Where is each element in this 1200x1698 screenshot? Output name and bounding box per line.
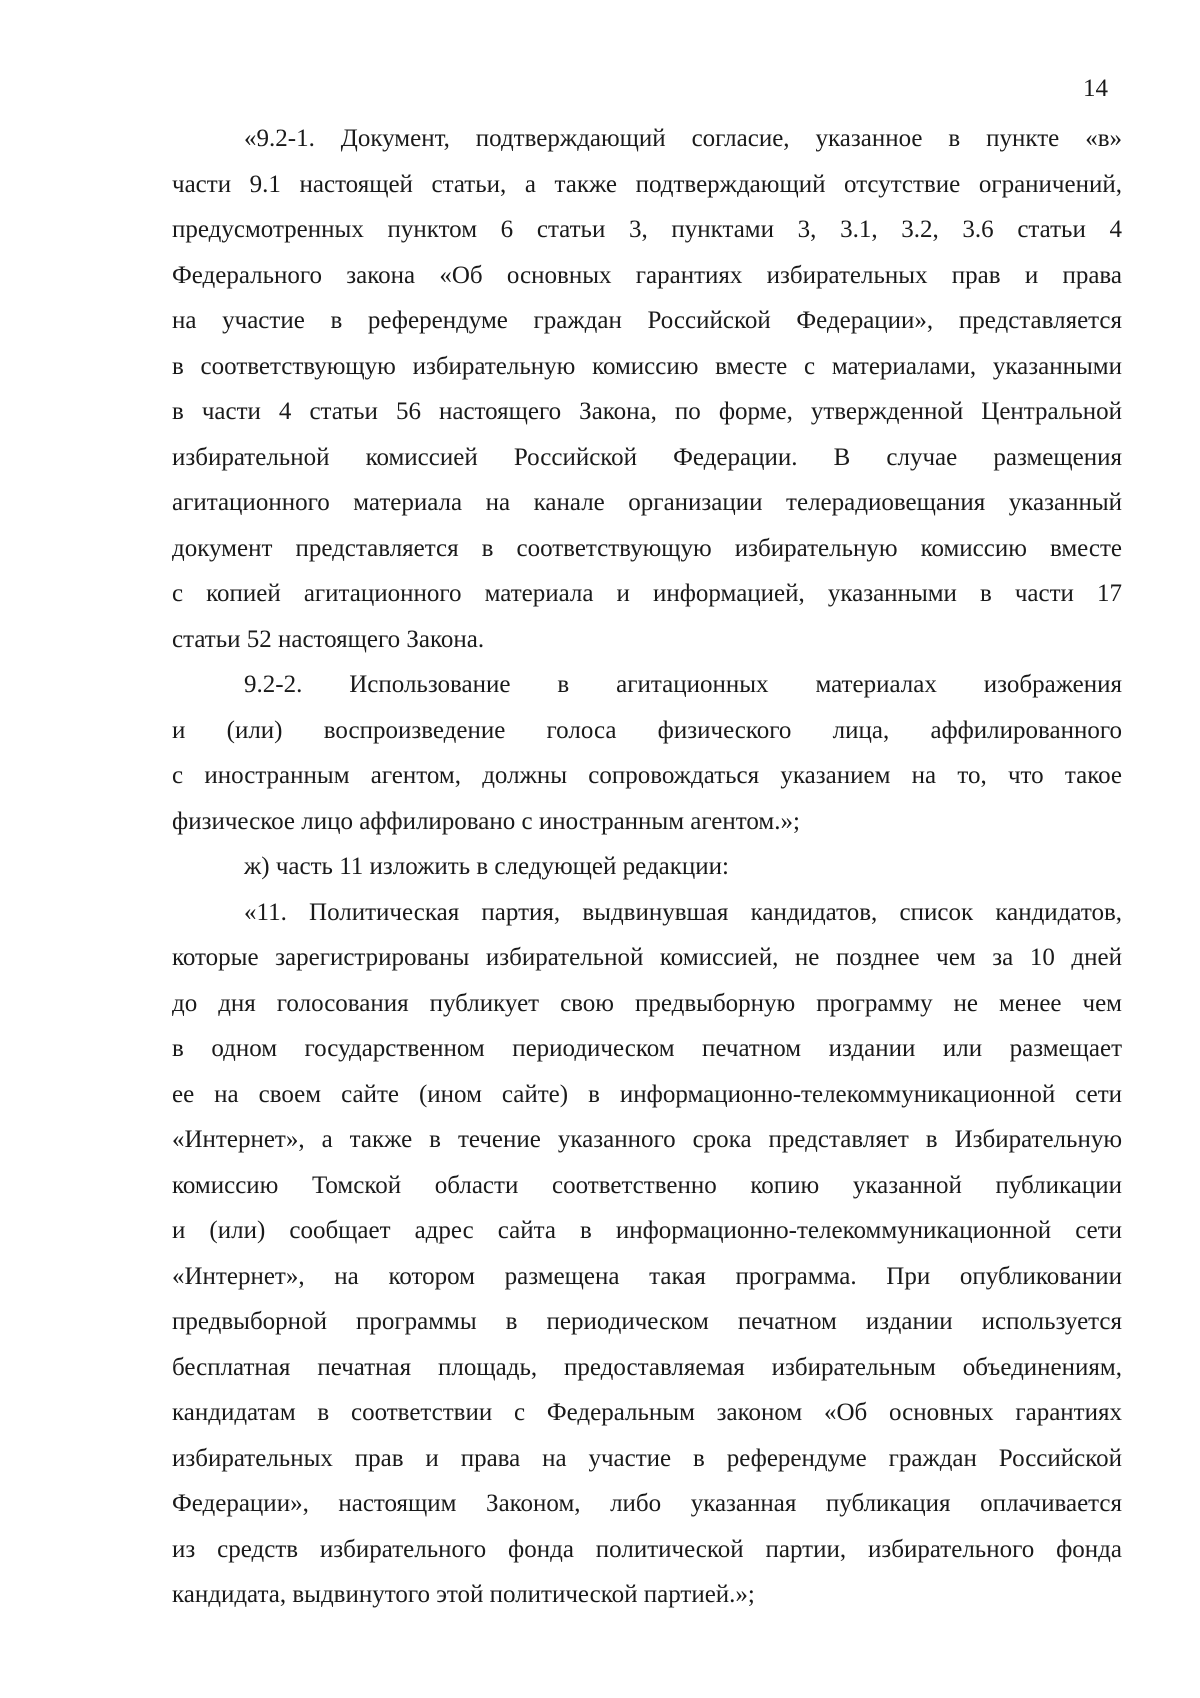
- text-line: и (или) воспроизведение голоса физического лица, аффилированного: [172, 716, 1122, 744]
- paragraph-9-2-1: [172, 116, 1122, 662]
- text-line: 9.2-2. Использование в агитационных материалах изображения: [244, 671, 1122, 698]
- paragraph-11: [172, 890, 1122, 1618]
- text-line: документ представляется в соответствующую избирательную комиссию вместе: [172, 534, 1122, 562]
- text-line: с копией агитационного материала и информацией, указанными в части 17: [172, 580, 1122, 607]
- document-body: [172, 116, 1122, 1618]
- text-line: физическое лицо аффилировано с иностранным агентом.»;: [172, 807, 800, 835]
- text-line: на участие в референдуме граждан Российской Федерации», представляется: [172, 307, 1122, 334]
- text-line: комиссию Томской области соответственно копию указанной публикации: [172, 1171, 1122, 1199]
- text-line: агитационного материала на канале организации телерадиовещания указанный: [172, 489, 1122, 516]
- text-line: предусмотренных пунктом 6 статьи 3, пунктами 3, 3.1, 3.2, 3.6 статьи 4: [172, 216, 1122, 243]
- text-line: из средств избирательного фонда политической партии, избирательного фонда: [172, 1535, 1122, 1563]
- text-line: бесплатная печатная площадь, предоставляемая избирательным объединениям,: [172, 1353, 1122, 1381]
- paragraph-9-2-2: [172, 662, 1122, 844]
- text-line: в части 4 статьи 56 настоящего Закона, по форме, утвержденной Центральной: [172, 398, 1122, 425]
- text-line: в одном государственном периодическом печатном издании или размещает: [172, 1035, 1122, 1062]
- text-line: которые зарегистрированы избирательной комиссией, не позднее чем за 10 дней: [172, 944, 1122, 971]
- text-line: «Интернет», на котором размещена такая программа. При опубликовании: [172, 1262, 1122, 1290]
- text-line: до дня голосования публикует свою предвыборную программу не менее чем: [172, 989, 1122, 1017]
- text-line: избирательных прав и права на участие в референдуме граждан Российской: [172, 1444, 1122, 1472]
- text-line: части 9.1 настоящей статьи, а также подтверждающий отсутствие ограничений,: [172, 170, 1122, 198]
- text-line: «11. Политическая партия, выдвинувшая кандидатов, список кандидатов,: [244, 898, 1122, 926]
- text-line: «9.2-1. Документ, подтверждающий согласие, указанное в пункте «в»: [244, 125, 1122, 152]
- text-line: Федерального закона «Об основных гарантиях избирательных прав и права: [172, 261, 1122, 289]
- text-line: в соответствующую избирательную комиссию вместе с материалами, указанными: [172, 352, 1122, 380]
- text-line: и (или) сообщает адрес сайта в информационно-телекоммуникационной сети: [172, 1217, 1122, 1244]
- text-line: кандидатам в соответствии с Федеральным законом «Об основных гарантиях: [172, 1399, 1122, 1426]
- paragraph-item-zh: [172, 844, 1122, 890]
- text-line: кандидата, выдвинутого этой политической партией.»;: [172, 1581, 755, 1608]
- text-line: ж) часть 11 изложить в следующей редакции:: [244, 853, 729, 880]
- text-line: Федерации», настоящим Законом, либо указанная публикация оплачивается: [172, 1490, 1122, 1517]
- text-line: ее на своем сайте (ином сайте) в информационно-телекоммуникационной сети: [172, 1080, 1122, 1108]
- text-line: статьи 52 настоящего Закона.: [172, 625, 485, 653]
- page-number: 14: [1083, 75, 1108, 102]
- text-line: «Интернет», а также в течение указанного срока представляет в Избирательную: [172, 1126, 1122, 1153]
- text-line: с иностранным агентом, должны сопровождаться указанием на то, что такое: [172, 762, 1122, 789]
- text-line: избирательной комиссией Российской Федерации. В случае размещения: [172, 443, 1122, 471]
- text-line: предвыборной программы в периодическом печатном издании используется: [172, 1308, 1122, 1335]
